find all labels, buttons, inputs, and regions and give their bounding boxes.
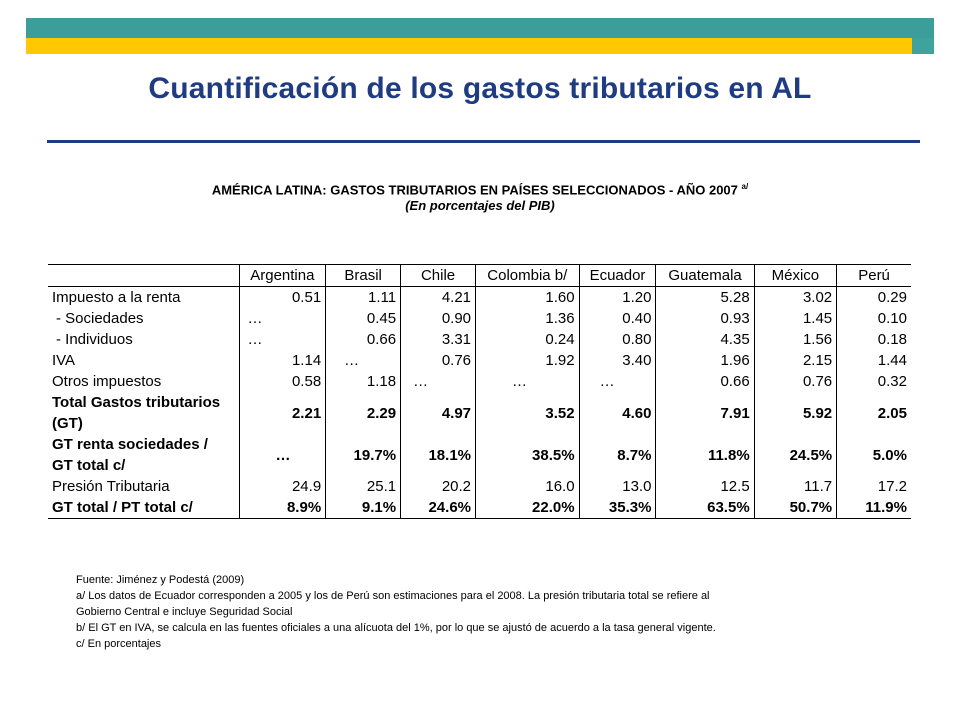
col-header-mexico: México (754, 265, 836, 287)
col-header-colombia: Colombia b/ (476, 265, 580, 287)
col-header-peru: Perú (837, 265, 911, 287)
table-cell: … (579, 371, 656, 392)
table-cell: 1.60 (476, 287, 580, 309)
table-cell: 2.21 (239, 392, 326, 434)
table-cell: 3.52 (476, 392, 580, 434)
table-title (0, 179, 960, 198)
table-cell: 12.5 (656, 476, 754, 497)
table-cell: 5.28 (656, 287, 754, 309)
table-cell: 63.5% (656, 497, 754, 519)
table-cell: 17.2 (877, 478, 907, 495)
row-label: Otros impuestos (48, 371, 239, 392)
table-cell: 5.0% (872, 446, 907, 464)
table-cell: 4.60 (579, 392, 656, 434)
table-cell: 1.18 (326, 371, 401, 392)
table-cell: 0.76 (401, 350, 476, 371)
table-cell: 2.05 (877, 404, 907, 422)
header-yellow-band (26, 38, 912, 54)
row-label: Impuesto a la renta (48, 287, 239, 309)
table-cell: 0.24 (476, 329, 580, 350)
table-row (48, 476, 911, 497)
table-cell: 22.0% (476, 497, 580, 519)
table-cell: 0.10 (877, 310, 907, 327)
table-cell: … (401, 371, 476, 392)
table-cell: 0.40 (579, 308, 656, 329)
row-label: GT total / PT total c/ (48, 497, 239, 519)
table-cell: … (476, 371, 580, 392)
slide-title: Cuantificación de los gastos tributarios en AL (148, 72, 812, 105)
table-cell: 3.40 (579, 350, 656, 371)
header-teal-band (26, 18, 934, 38)
table-cell: 1.56 (754, 329, 836, 350)
table-cell: 18.1% (401, 434, 476, 476)
footnote-a-cont: Gobierno Central e incluye Seguridad Social (76, 606, 293, 618)
row-label-line: GT renta sociedades / (52, 436, 208, 453)
table-cell: 25.1 (326, 476, 401, 497)
table-cell: 11.8% (656, 434, 754, 476)
table-row (48, 329, 911, 350)
table-cell: 1.96 (656, 350, 754, 371)
col-header-argentina: Argentina (239, 265, 326, 287)
table-cell: 8.7% (579, 434, 656, 476)
table-cell: 1.44 (877, 352, 907, 369)
tax-expenditure-table (48, 264, 911, 519)
row-label-line: Total Gastos tributarios (52, 394, 221, 411)
table-cell: 0.80 (579, 329, 656, 350)
footnotes (76, 572, 866, 652)
table-row (48, 392, 911, 434)
table-cell: 9.1% (326, 497, 401, 519)
table-cell: 35.3% (579, 497, 656, 519)
row-label (48, 434, 239, 476)
table-cell: 2.29 (326, 392, 401, 434)
table-cell: … (239, 308, 326, 329)
table-cell: 1.11 (326, 287, 401, 309)
table-cell: 50.7% (754, 497, 836, 519)
table-cell: … (326, 350, 401, 371)
table-title-note: a/ (741, 182, 749, 191)
footnote-c: c/ En porcentajes (76, 638, 161, 650)
row-label: IVA (48, 350, 239, 371)
footnote-source: Fuente: Jiménez y Podestá (2009) (76, 574, 245, 586)
table-cell: 0.58 (239, 371, 326, 392)
header-label-cell (48, 265, 239, 287)
row-label-line: GT total c/ (52, 457, 126, 474)
table-cell: 1.14 (239, 350, 326, 371)
col-header-ecuador: Ecuador (579, 265, 656, 287)
table-cell: 38.5% (476, 434, 580, 476)
title-underline (47, 140, 920, 143)
table-subtitle: (En porcentajes del PIB) (405, 198, 555, 213)
row-label: - Individuos (48, 329, 239, 350)
table-cell: 3.02 (754, 287, 836, 309)
table-cell: 1.45 (754, 308, 836, 329)
table-cell: 0.90 (401, 308, 476, 329)
col-header-guatemala: Guatemala (656, 265, 754, 287)
table-cell: 8.9% (239, 497, 326, 519)
table-row (48, 371, 911, 392)
table-cell: 7.91 (656, 392, 754, 434)
row-label (48, 392, 239, 434)
table-cell: 4.21 (401, 287, 476, 309)
footnote-a: a/ Los datos de Ecuador corresponden a 2005 y los de Perú son estimaciones para el 2008. La presión tributaria total se refiere al (76, 590, 710, 602)
table-cell: 0.66 (326, 329, 401, 350)
table-row (48, 350, 911, 371)
table-cell: 1.20 (579, 287, 656, 309)
row-label: - Sociedades (48, 308, 239, 329)
table-cell: 2.15 (754, 350, 836, 371)
table-cell: 19.7% (326, 434, 401, 476)
table-cell: 11.9% (837, 497, 911, 519)
table-cell: 11.7 (754, 476, 836, 497)
table-cell: 3.31 (401, 329, 476, 350)
table-cell: 0.93 (656, 308, 754, 329)
table-cell: 16.0 (476, 476, 580, 497)
row-label-line: (GT) (52, 415, 83, 432)
table-row (48, 308, 911, 329)
table-cell: 0.45 (326, 308, 401, 329)
table-cell: 24.9 (239, 476, 326, 497)
footnote-b: b/ El GT en IVA, se calcula en las fuentes oficiales a una alícuota del 1%, por lo que se ajustó de acuerdo a la tasa general vigente. (76, 622, 716, 634)
table-cell: 1.36 (476, 308, 580, 329)
table-title-text: AMÉRICA LATINA: GASTOS TRIBUTARIOS EN PAÍSES SELECCIONADOS - AÑO 2007 (211, 182, 738, 198)
table-cell: 13.0 (579, 476, 656, 497)
table-cell: 1.92 (476, 350, 580, 371)
table-cell: 24.6% (401, 497, 476, 519)
table-cell: 0.18 (877, 331, 907, 348)
table-row (48, 497, 911, 519)
table-cell: 0.32 (877, 373, 907, 390)
table-cell: 20.2 (401, 476, 476, 497)
col-header-chile: Chile (401, 265, 476, 287)
table-cell: 0.29 (877, 289, 907, 306)
table-cell: 5.92 (754, 392, 836, 434)
col-header-brasil: Brasil (326, 265, 401, 287)
table-cell: 24.5% (754, 434, 836, 476)
table-cell: 4.35 (656, 329, 754, 350)
table-header-row (48, 265, 911, 287)
table-cell: … (239, 329, 326, 350)
row-label: Presión Tributaria (48, 476, 239, 497)
table-cell: 0.51 (239, 287, 326, 309)
header-green-square (912, 38, 934, 54)
table-row (48, 287, 911, 309)
table-cell: 0.76 (754, 371, 836, 392)
table-cell: 0.66 (656, 371, 754, 392)
table-cell: … (239, 434, 326, 476)
table-row (48, 434, 911, 476)
table-cell: 4.97 (401, 392, 476, 434)
